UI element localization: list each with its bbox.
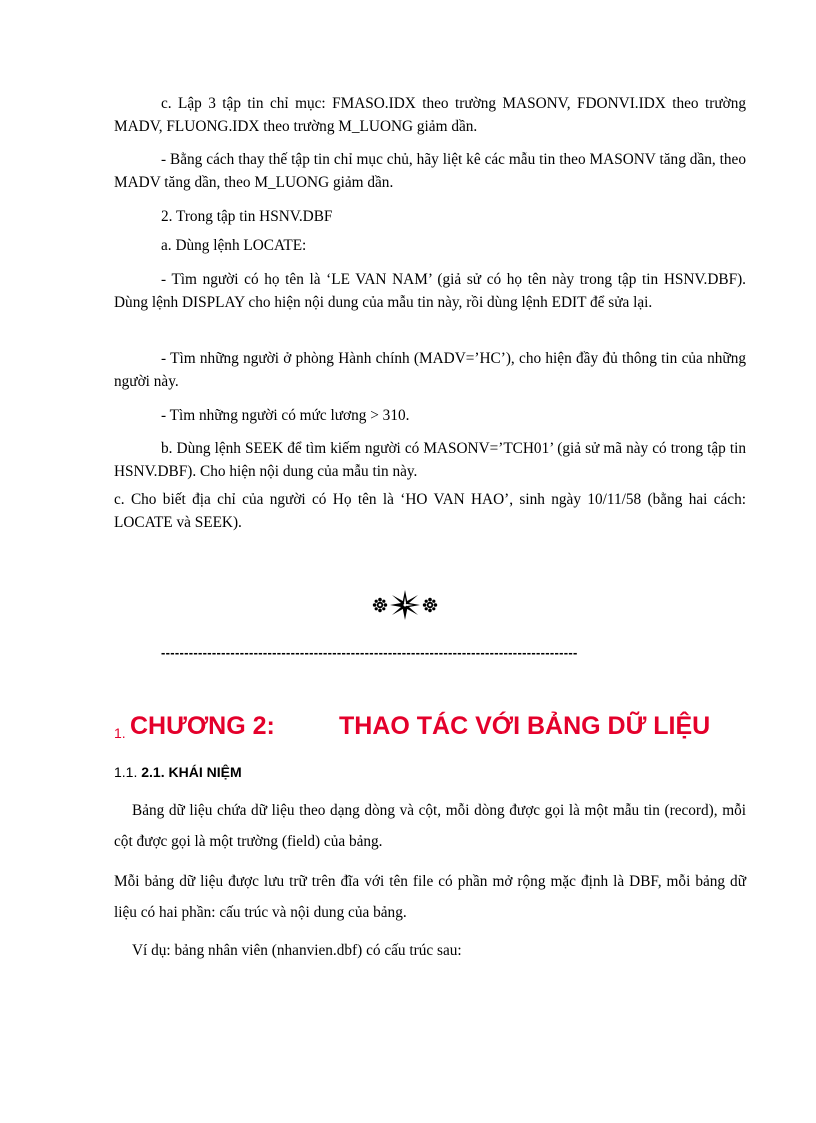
flower-icon	[422, 597, 438, 613]
section-heading	[114, 764, 242, 780]
section-paragraph-storage: Mỗi bảng dữ liệu được lưu trữ trên đĩa với tên file có phần mở rộng mặc định là DBF, mỗi bảng dữ liệu có hai phần: cấu trúc và nội dung của bảng.	[114, 873, 746, 921]
chapter-number: 1.	[114, 725, 126, 741]
exercise-paragraph-seek: b. Dùng lệnh SEEK để tìm kiếm người có MASONV=’TCH01’ (giả sử mã này có trong tập tin HSNV.DBF). Cho hiện nội dung của mẫu tin này.	[114, 440, 746, 480]
chapter-title: THAO TÁC VỚI BẢNG DỮ LIỆU	[339, 712, 711, 740]
exercise-paragraph-locate: a. Dùng lệnh LOCATE:	[161, 237, 307, 254]
flower-icon	[372, 597, 388, 613]
exercise-paragraph-find-salary: - Tìm những người có mức lương > 310.	[161, 407, 410, 424]
section-title: 2.1. KHÁI NIỆM	[141, 764, 242, 780]
dashed-separator: ------------------------------------------------------------------------------------------	[161, 645, 578, 660]
compass-star-icon	[390, 590, 420, 620]
ornament-divider	[360, 588, 450, 622]
chapter-heading	[114, 706, 754, 750]
exercise-paragraph-replace-index: - Bằng cách thay thế tập tin chỉ mục chủ, hãy liệt kê các mẫu tin theo MASONV tăng dần, theo MADV tăng dần, theo M_LUONG giảm dần.	[114, 151, 746, 191]
exercise-paragraph-find-hc: - Tìm những người ở phòng Hành chính (MADV=’HC’), cho hiện đầy đủ thông tin của những người này.	[114, 350, 746, 390]
section-paragraph-definition: Bảng dữ liệu chứa dữ liệu theo dạng dòng và cột, mỗi dòng được gọi là một mẫu tin (record), mỗi cột được gọi là một trường (field) của bảng.	[114, 802, 746, 850]
section-paragraph-example: Ví dụ: bảng nhân viên (nhanvien.dbf) có cấu trúc sau:	[132, 942, 462, 959]
exercise-paragraph-c-index: c. Lập 3 tập tin chỉ mục: FMASO.IDX theo trường MASONV, FDONVI.IDX theo trường MADV, FLUONG.IDX theo trường M_LUONG giảm dần.	[114, 95, 746, 135]
exercise-paragraph-address: c. Cho biết địa chỉ của người có Họ tên là ‘HO VAN HAO’, sinh ngày 10/11/58 (bằng hai cách: LOCATE và SEEK).	[114, 491, 746, 531]
chapter-label: CHƯƠNG 2:	[130, 712, 275, 740]
exercise-paragraph-hsnv: 2. Trong tập tin HSNV.DBF	[161, 208, 333, 225]
section-number: 1.1.	[114, 764, 138, 780]
exercise-paragraph-find-le-van-nam: - Tìm người có họ tên là ‘LE VAN NAM’ (giả sử có họ tên này trong tập tin HSNV.DBF). Dùng lệnh DISPLAY cho hiện nội dung của mẫu tin này, rồi dùng lệnh EDIT để sửa lại.	[114, 271, 746, 311]
